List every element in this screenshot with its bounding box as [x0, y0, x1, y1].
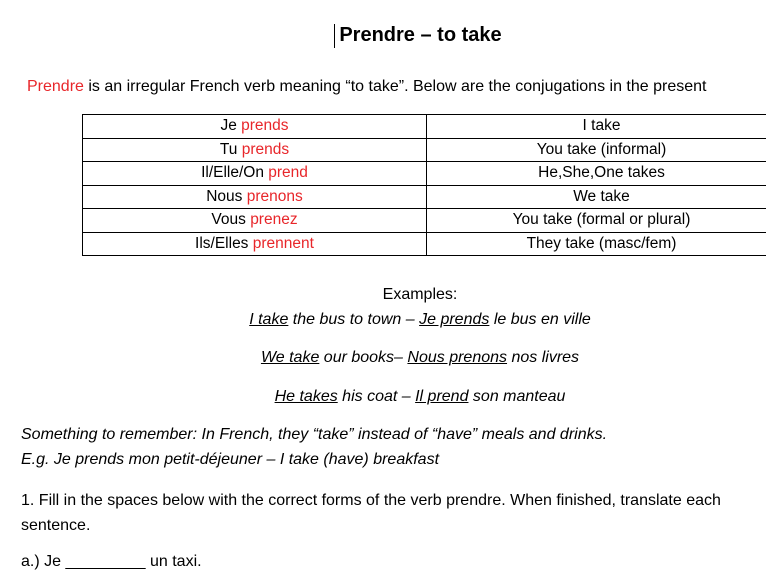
intro-paragraph	[27, 78, 706, 96]
pronoun-cell: Nous prenons	[83, 185, 427, 209]
verb-form: prenons	[246, 187, 303, 205]
pronoun-cell: Il/Elle/On prend	[83, 162, 427, 186]
remember-example: E.g. Je prends mon petit-déjeuner – I take (have) breakfast	[21, 451, 440, 468]
example-sentence: I take the bus to town – Je prends le bus en ville	[249, 311, 591, 328]
table-row	[83, 185, 766, 209]
example-sentence: He takes his coat – Il prend son manteau	[274, 388, 566, 405]
verb-form: prend	[268, 164, 308, 182]
verb-form: prenez	[250, 211, 298, 229]
page-title: Prendre – to take	[339, 24, 502, 46]
table-row	[83, 138, 766, 162]
pronoun-cell: Tu prends	[83, 138, 427, 162]
pronoun-cell: Vous prenez	[83, 209, 427, 233]
table-row	[83, 209, 766, 233]
table-row	[83, 115, 766, 139]
translation-cell: You take (formal or plural)	[427, 209, 766, 233]
conjugation-table	[82, 114, 766, 256]
text-cursor	[334, 24, 335, 48]
translation-cell: I take	[427, 115, 766, 139]
example-sentence: We take our books– Nous prenons nos livres	[260, 349, 580, 366]
question-a: a.) Je _________ un taxi.	[21, 553, 202, 570]
intro-text: is an irregular French verb meaning “to take”. Below are the conjugations in the present	[83, 78, 707, 95]
pronoun-cell: Je prends	[83, 115, 427, 139]
verb-form: prends	[241, 140, 290, 158]
intro-verb: Prendre	[27, 78, 84, 95]
pronoun-cell: Ils/Elles prennent	[83, 232, 427, 256]
translation-cell: They take (masc/fem)	[427, 232, 766, 256]
verb-form: prends	[241, 117, 289, 135]
translation-cell: You take (informal)	[427, 138, 766, 162]
task-instructions: 1. Fill in the spaces below with the correct forms of the verb prendre. When finished, translate each sentence.	[21, 492, 721, 534]
examples-heading: Examples:	[382, 286, 458, 303]
table-row	[83, 162, 766, 186]
verb-form: prennent	[252, 234, 314, 252]
table-row	[83, 232, 766, 256]
remember-note: Something to remember: In French, they “take” instead of “have” meals and drinks.	[21, 426, 608, 443]
translation-cell: We take	[427, 185, 766, 209]
translation-cell: He,She,One takes	[427, 162, 766, 186]
